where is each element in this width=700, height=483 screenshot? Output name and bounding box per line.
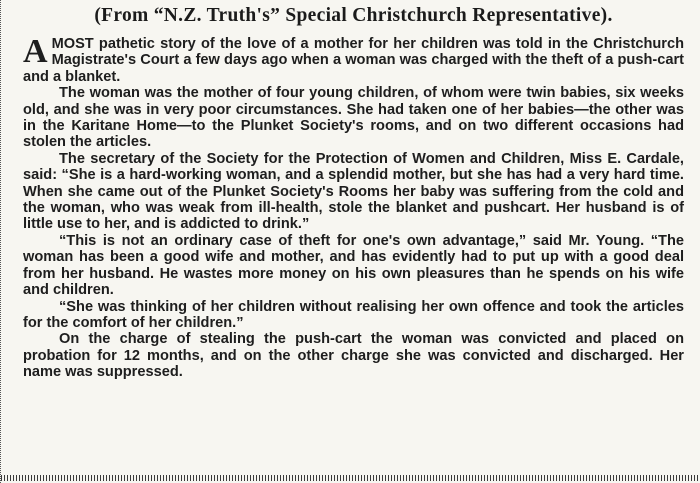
article-paragraph-3: The secretary of the Society for the Protection of Women and Children, Miss E. Cardale, said: “She is a hard-working woman, and a splendid mother, but she has had a very hard time. When she came out of the Plunket Society's Rooms her baby was suffering from the cold and the woman, who was weak from ill-health, stole the blanket and pushcart. Her husband is of little use to her, and is addicted to drink.” [23,150,684,233]
lead-paragraph [23,33,684,85]
bottom-dotted-rule [1,475,700,481]
article-byline: (From “N.Z. Truth's” Special Christchurch Representative). [94,5,613,26]
lead-paragraph-text: MOST pathetic story of the love of a mother for her children was told in the Christchurch Magistrate's Court a few days ago when a woman was charged with the theft of a push-cart and a blanket. [23,36,684,85]
article-paragraph-4: “This is not an ordinary case of theft for one's own advantage,” said Mr. Young. “The woman has been a good wife and mother, and has evidently had to put up with a good deal from her husband. He wastes more money on his own pleasures than he spends on his wife and children. [23,232,684,299]
article-paragraph-5: “She was thinking of her children without realising her own offence and took the articles for the comfort of her children.” [23,298,684,331]
article-paragraph-2: The woman was the mother of four young children, of whom were twin babies, six weeks old, and she was in very poor circumstances. She had taken one of her babies—the other was in the Karitane Home—to the Plunket Society's rooms, and on two different occasions had stolen the articles. [23,85,684,151]
article-paragraph-6: On the charge of stealing the push-cart the woman was convicted and placed on probation for 12 months, and on the other charge she was convicted and discharged. Her name was suppressed. [23,331,684,381]
drop-cap-letter: A [23,33,48,70]
article-body [23,33,684,381]
